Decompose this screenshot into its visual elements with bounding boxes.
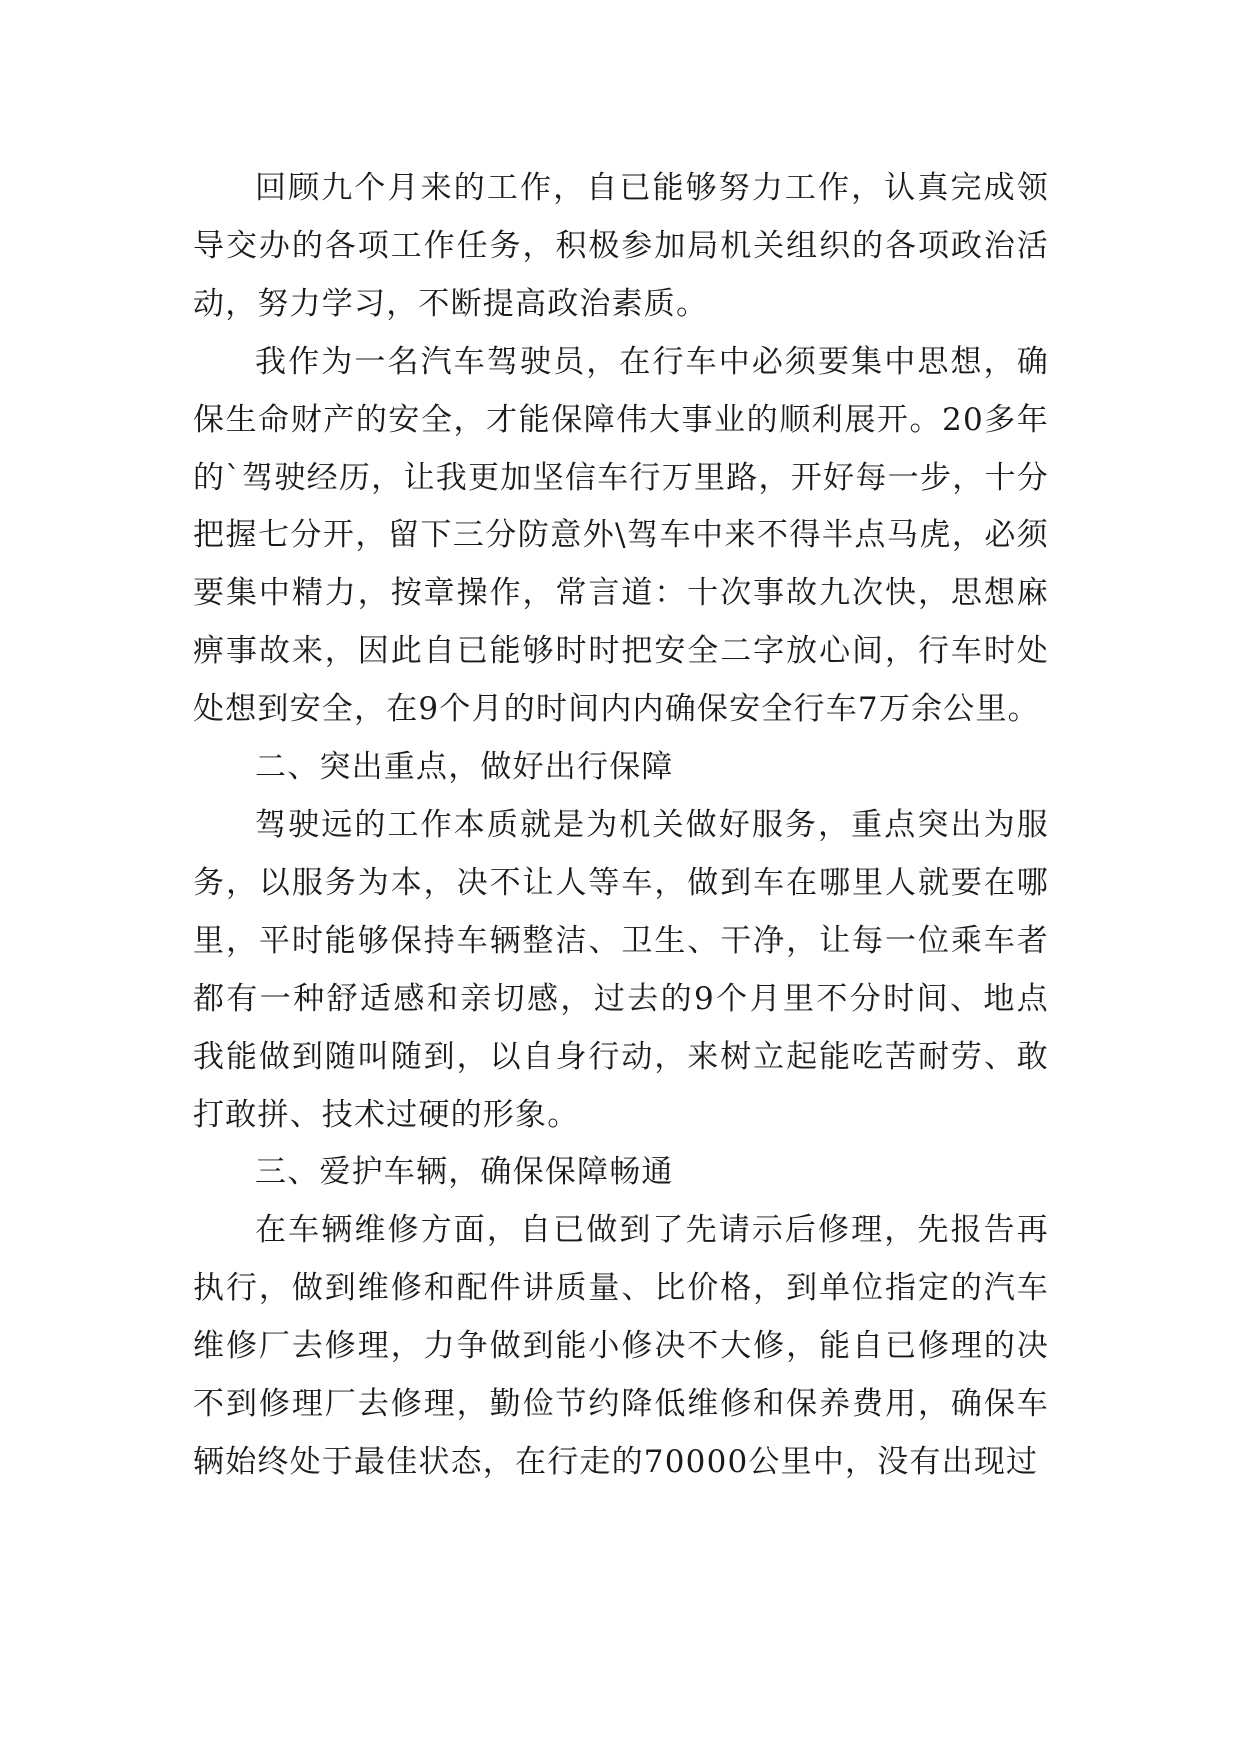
paragraph-service: 驾驶远的工作本质就是为机关做好服务，重点突出为服务，以服务为本，决不让人等车，做到车在哪里人就要在哪里，平时能够保持车辆整洁、卫生、干净，让每一位乘车者都有一种舒适感和亲切感，过去的9个月里不分时间、地点我能做到随叫随到，以自身行动，来树立起能吃苦耐劳、敢打敢拼、技术过硬的形象。 bbox=[193, 806, 1049, 1133]
paragraph-review: 回顾九个月来的工作，自已能够努力工作，认真完成领导交办的各项工作任务，积极参加局机关组织的各项政治活动，努力学习，不断提高政治素质。 bbox=[193, 170, 1049, 322]
section-heading-two: 二、突出重点，做好出行保障 bbox=[255, 749, 674, 786]
document-body bbox=[193, 160, 1049, 1492]
paragraph-maintenance: 在车辆维修方面，自已做到了先请示后修理，先报告再执行，做到维修和配件讲质量、比价格，到单位指定的汽车维修厂去修理，力争做到能小修决不大修，能自已修理的决不到修理厂去修理，勤俭节约降低维修和保养费用，确保车辆始终处于最佳状态，在行走的70000公里中，没有出现过 bbox=[193, 1212, 1049, 1480]
paragraph-driver-safety: 我作为一名汽车驾驶员，在行车中必须要集中思想，确保生命财产的安全，才能保障伟大事业的顺利展开。20多年的`驾驶经历，让我更加坚信车行万里路，开好每一步，十分把握七分开，留下三分防意外\驾车中来不得半点马虎，必须要集中精力，按章操作，常言道：十次事故九次快，思想麻痹事故来，因此自已能够时时把安全二字放心间，行车时处处想到安全，在9个月的时间内内确保安全行车7万余公里。 bbox=[193, 343, 1049, 728]
section-heading-three: 三、爱护车辆，确保保障畅通 bbox=[255, 1154, 674, 1191]
